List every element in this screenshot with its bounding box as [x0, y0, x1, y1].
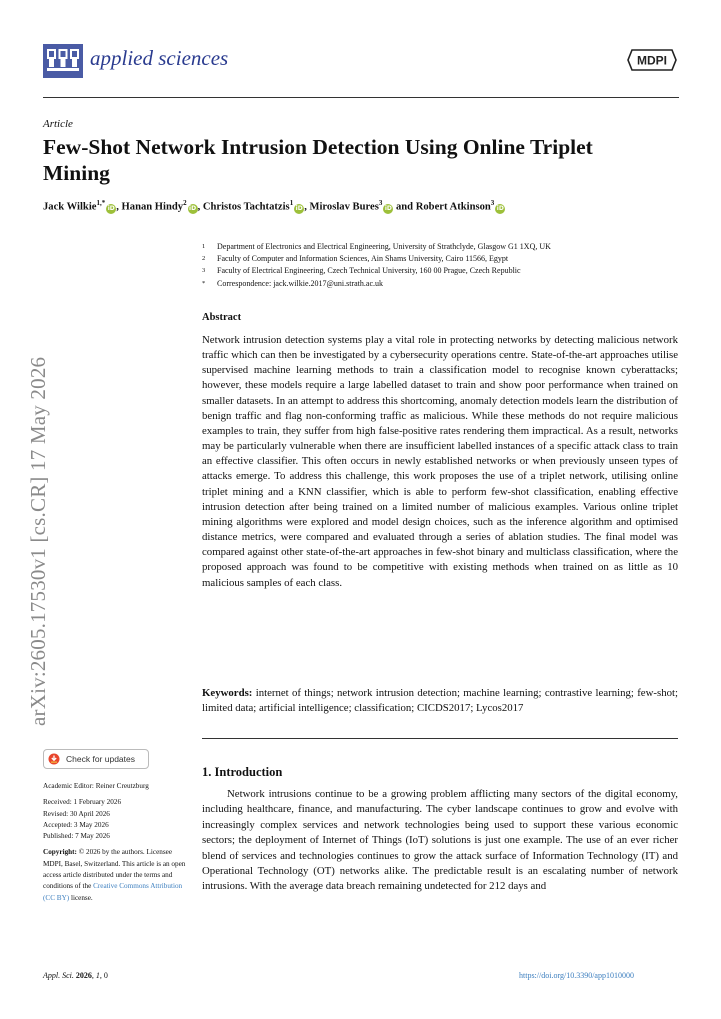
date-revised: Revised: 30 April 2026 [43, 809, 110, 818]
copyright-label: Copyright: [43, 848, 77, 857]
footer-doi-link[interactable]: https://doi.org/10.3390/app1010000 [519, 971, 634, 980]
footer-year: 2026 [75, 971, 92, 980]
license-link[interactable]: Creative Commons Attribution (CC BY) [43, 882, 183, 902]
author-affiliation-mark: 3 [378, 199, 383, 207]
orcid-icon[interactable]: iD [496, 204, 504, 212]
footer-volume: 1 [95, 971, 100, 980]
affiliations [202, 241, 682, 290]
article-type: Article [43, 118, 73, 130]
date-accepted: Accepted: 3 May 2026 [43, 820, 109, 829]
academic-editor: Academic Editor: Reiner Creutzburg [43, 782, 149, 790]
orcid-icon[interactable]: iD [384, 204, 392, 212]
author-list: Jack Wilkie$^{1,*}$iD, Hanan Hindy$^2$iD, Christos Tachtatzis$^1$iD, Miroslav Bures$^3$iD and Robert Atkinson$^3$iD [43, 199, 504, 213]
arxiv-stamp: arXiv:2605.17530v1 [cs.CR] 17 May 2026 [26, 356, 50, 726]
footer-page: 0 [103, 971, 108, 980]
author-affiliation-mark: 3 [490, 199, 495, 207]
header-divider [43, 97, 679, 98]
affiliation-item [202, 253, 682, 265]
publisher-logo-text: MDPI [637, 53, 667, 68]
author-affiliation-mark: 1,* [96, 199, 106, 207]
affiliation-mark: 3 [202, 267, 206, 275]
section-heading-introduction: 1. Introduction [202, 765, 283, 779]
footer-citation: Appl. Sci. 2026, 1, 0 [43, 971, 108, 980]
affiliation-text: Department of Electronics and Electrical Engineering, University of Strathclyde, Glasgow G1 1XQ, UK [217, 242, 551, 251]
orcid-icon[interactable]: iD [295, 204, 303, 212]
affiliation-item [202, 241, 682, 253]
author-name: Hanan Hindy [121, 201, 184, 213]
affiliation-text: Faculty of Electrical Engineering, Czech Technical University, 160 00 Prague, Czech Republic [217, 266, 521, 276]
article-title: Few-Shot Network Intrusion Detection Using Online Triplet Mining [43, 135, 593, 185]
date-published: Published: 7 May 2026 [43, 832, 110, 841]
introduction-text: Network intrusions continue to be a growing problem afflicting many sectors of the digital economy, including healthcare, finance, and manufacturing. The cyber landscape continues to grow and evolve with increasingly complex services and network technologies being used to support these various economic sectors; the deployment of Internet of Things (IoT) solutions is just one example. The use of an ever richer blend of services and technologies continues to grow the attack surface of Information Technology (IT) and Operational Technology (OT) networks alike. The predictable result is an escalating number of network intrusions. With the average data breach remaining undetected for 212 days and [202, 788, 678, 893]
affiliation-text: Faculty of Computer and Information Sciences, Ain Shams University, Cairo 11566, Egypt [217, 254, 509, 264]
affiliation-mark: 2 [202, 255, 206, 263]
author-affiliation-mark: 1 [289, 199, 294, 207]
affiliation-text: Correspondence: jack.wilkie.2017@uni.strath.ac.uk [217, 278, 383, 288]
orcid-icon[interactable]: iD [189, 204, 197, 212]
date-received: Received: 1 February 2026 [43, 798, 122, 807]
copyright-text: © 2026 by the authors. Licensee MDPI, Basel, Switzerland. This article is an open access article distributed under the terms and conditions of the [43, 848, 186, 891]
journal-logo-icon [43, 44, 83, 78]
keywords-label: Keywords: [202, 687, 253, 699]
article-info-sidebar [43, 781, 188, 904]
mdpi-logo-icon [626, 46, 678, 74]
check-updates-label: Check for updates [66, 754, 135, 764]
affiliation-mark: * [202, 279, 206, 287]
affiliation-item [202, 278, 682, 290]
section-divider [202, 738, 678, 739]
abstract-heading: Abstract [202, 312, 242, 323]
check-updates-icon [48, 753, 60, 765]
keywords [202, 686, 678, 716]
affiliation-mark: 1 [202, 243, 206, 250]
author-name: Jack Wilkie [43, 201, 97, 213]
footer-journal-abbr: Appl. Sci. [43, 971, 74, 980]
affiliation-item [202, 265, 682, 277]
author-name: Robert Atkinson [415, 201, 491, 213]
orcid-icon[interactable]: iD [107, 204, 115, 212]
journal-name: applied sciences [90, 46, 229, 70]
copyright-notice [43, 847, 188, 903]
keywords-text: internet of things; network intrusion detection; machine learning; contrastive learning; few-shot; limited data; artificial intelligence; classification; CICDS2017; Lycos2017 [202, 687, 678, 715]
author-affiliation-mark: 2 [183, 199, 187, 207]
author-name: Christos Tachtatzis [202, 201, 290, 213]
check-for-updates-button[interactable] [43, 749, 149, 769]
abstract-text: Network intrusion detection systems play a vital role in protecting networks by detecting malicious network traffic which can then be investigated by a cybersecurity operations centre. State-of-the-art approaches utilise supervised machine learning methods to train a classification model to recognise known cyberattacks; however, these models require a large labelled dataset to train and show poor performance when trained on smaller datasets. In an attempt to address this shortcoming, anomaly detection models learn the distribution of benign traffic and flag non-conforming traffic as malicious. While these methods do not require malicious examples to train, they suffer from high false-positive rates rendering them impractical. As a result, networks may be particularly vulnerable when there are insufficient labelled instances of a specific attack class to train an effective classifier. This often occurs in newly established networks or when previously unseen types of attacks emerge. To address this challenge, this work proposes the use of a triplet network, utilising online triplet mining and a KNN classifier, which is able to perform few-shot classification, enabling effective intrusion detection after being trained on a limited number of malicious examples. Various online triplet mining algorithms were explored and model design choices, such as the inference algorithm and optimised distance metrics, were compared and evaluated through a series of ablation studies. The final model was compared against other state-of-the-art approaches in few-shot binary and multiclass classification, where the proposed approach was found to be competitive with existing methods when trained on as little as 10 malicious samples of each class. [202, 334, 678, 589]
license-tail: license. [69, 893, 93, 902]
author-name: Miroslav Bures [309, 201, 379, 213]
